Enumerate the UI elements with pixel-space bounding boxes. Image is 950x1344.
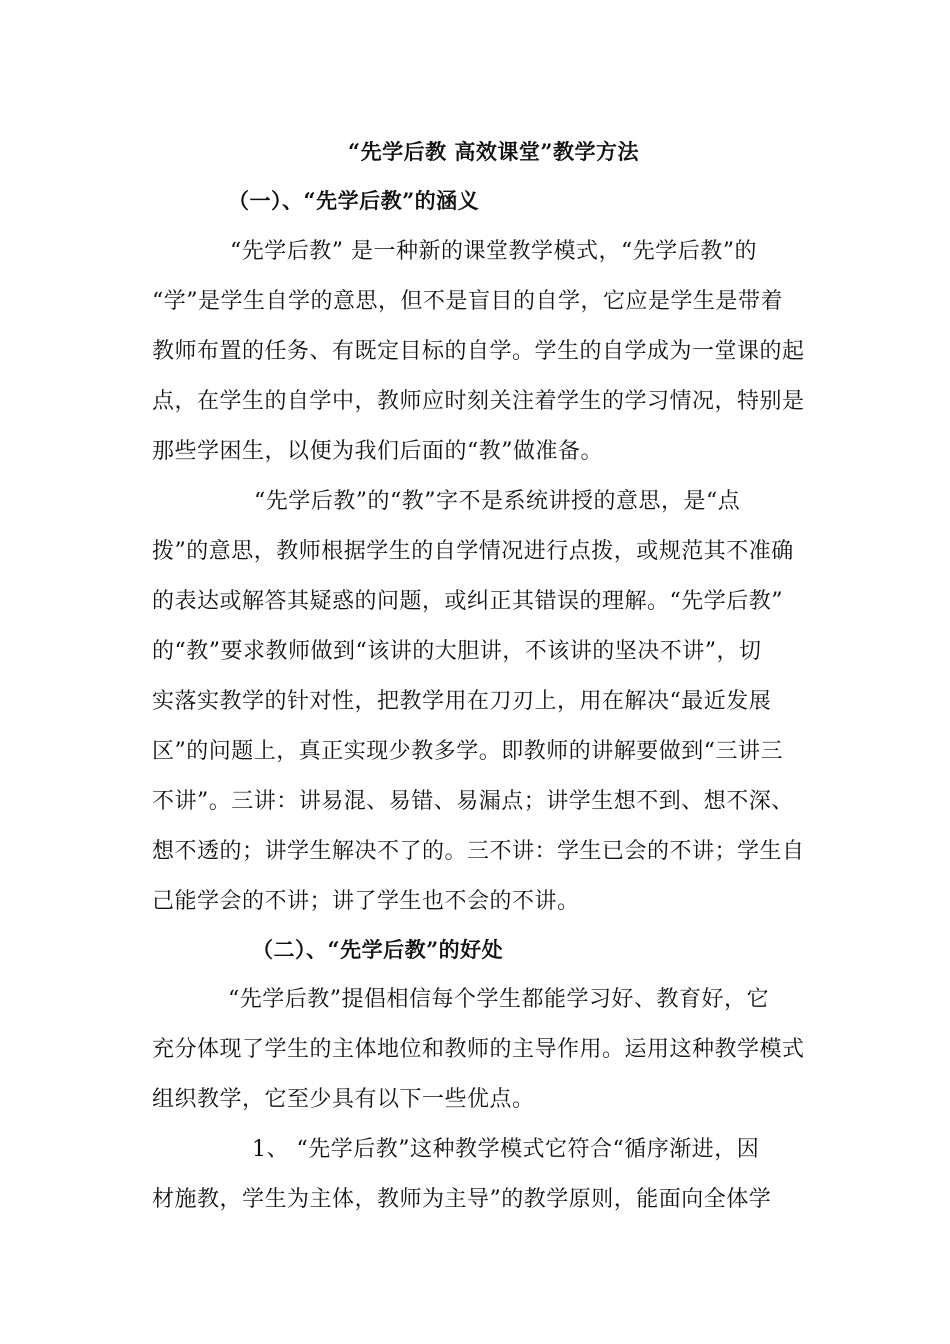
paragraph-line: “先学后教”的“教”字不是系统讲授的意思，是“点	[254, 489, 741, 514]
paragraph-line: 组织教学，它至少具有以下一些优点。	[152, 1087, 535, 1112]
paragraph-line: 的“教”要求教师做到“该讲的大胆讲，不该讲的坚决不讲”，切	[152, 639, 762, 664]
paragraph-line: 的表达或解答其疑惑的问题，或纠正其错误的理解。“先学后教”	[152, 589, 783, 614]
page-title: “先学后教 高效课堂”教学方法	[348, 139, 639, 164]
paragraph-line: 材施教，学生为主体，教师为主导”的教学原则，能面向全体学	[152, 1187, 772, 1212]
section-heading-1: （一）、“先学后教”的涵义	[228, 188, 480, 213]
paragraph-line: 那些学困生，以便为我们后面的“教”做准备。	[152, 439, 603, 464]
paragraph-line: 己能学会的不讲；讲了学生也不会的不讲。	[152, 889, 580, 914]
paragraph-line: 教师布置的任务、有既定目标的自学。学生的自学成为一堂课的起	[152, 339, 805, 364]
paragraph-line: 实落实教学的针对性，把教学用在刀刃上，用在解决“最近发展	[152, 689, 772, 714]
section-heading-2: （二）、“先学后教”的好处	[252, 937, 504, 962]
paragraph-line: 拨”的意思，教师根据学生的自学情况进行点拨，或规范其不准确	[152, 539, 794, 564]
paragraph-line: 充分体现了学生的主体地位和教师的主导作用。运用这种教学模式	[152, 1037, 805, 1062]
paragraph-line: 不讲”。三讲：讲易混、易错、易漏点；讲学生想不到、想不深、	[152, 789, 794, 814]
paragraph-line: “先学后教” 是一种新的课堂教学模式，“先学后教”的	[230, 239, 757, 264]
paragraph-line: 1、 “先学后教”这种教学模式它符合“循序渐进，因	[252, 1137, 760, 1162]
paragraph-line: 想不透的；讲学生解决不了的。三不讲：学生已会的不讲；学生自	[152, 839, 805, 864]
paragraph-line: 点，在学生的自学中，教师应时刻关注着学生的学习情况，特别是	[152, 389, 805, 414]
paragraph-line: “学”是学生自学的意思，但不是盲目的自学，它应是学生是带着	[152, 289, 783, 314]
paragraph-line: “先学后教”提倡相信每个学生都能学习好、教育好，它	[228, 987, 769, 1012]
paragraph-line: 区”的问题上，真正实现少教多学。即教师的讲解要做到“三讲三	[152, 739, 783, 764]
